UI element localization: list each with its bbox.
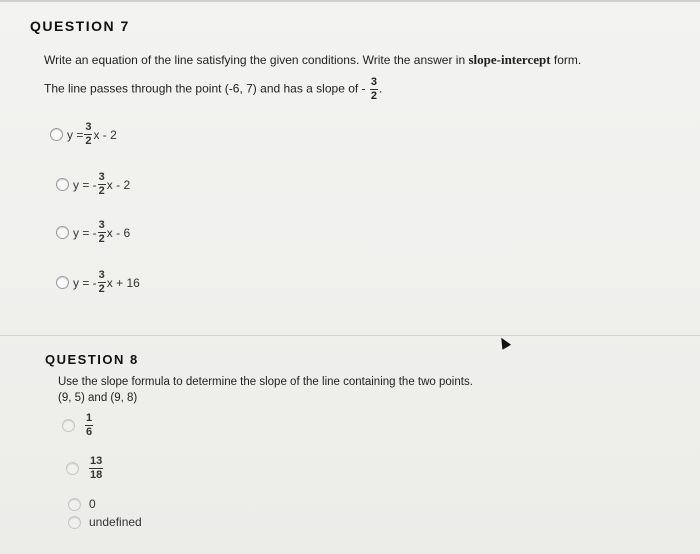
question-7-condition: The line passes through the point (-6, 7) and has a slope of - $\frac{3}{2}$ . [44, 76, 383, 102]
question-8 [0, 335, 700, 554]
q7-option-1[interactable]: y = $\frac{3}{2}$ x - 2 [50, 122, 117, 147]
radio-button[interactable] [56, 276, 69, 289]
question-8-instruction: Use the slope formula to determine the slope of the line containing the two points. [58, 376, 473, 388]
q8-option-1[interactable]: $\frac{1}{6}$ [62, 413, 94, 438]
question-8-points: (9, 5) and (9, 8) [58, 392, 138, 404]
radio-button[interactable] [56, 178, 69, 191]
q8-option-3[interactable]: 0 [68, 497, 96, 511]
q8-option-4[interactable]: undefined [68, 515, 142, 529]
radio-button[interactable] [68, 516, 81, 529]
slope-intercept-emphasis: slope-intercept [468, 52, 551, 67]
radio-button[interactable] [50, 128, 63, 141]
radio-button[interactable] [68, 498, 81, 511]
slope-fraction: $\frac{3}{2}$ [370, 76, 378, 102]
question-8-title: QUESTION 8 [45, 352, 139, 367]
radio-button[interactable] [56, 226, 69, 239]
q8-option-2[interactable]: $\frac{13}{18}$ [66, 456, 104, 481]
question-7-title: QUESTION 7 [30, 18, 130, 34]
radio-button[interactable] [62, 419, 75, 432]
q7-option-3[interactable]: y = - $\frac{3}{2}$ x - 6 [56, 220, 130, 245]
question-7-instruction: Write an equation of the line satisfying the given conditions. Write the answer in slope-intercept form. [44, 52, 582, 67]
q7-option-4[interactable]: y = - $\frac{3}{2}$ x + 16 [56, 270, 140, 295]
radio-button[interactable] [66, 462, 79, 475]
q7-option-2[interactable]: y = - $\frac{3}{2}$ x - 2 [56, 172, 130, 197]
